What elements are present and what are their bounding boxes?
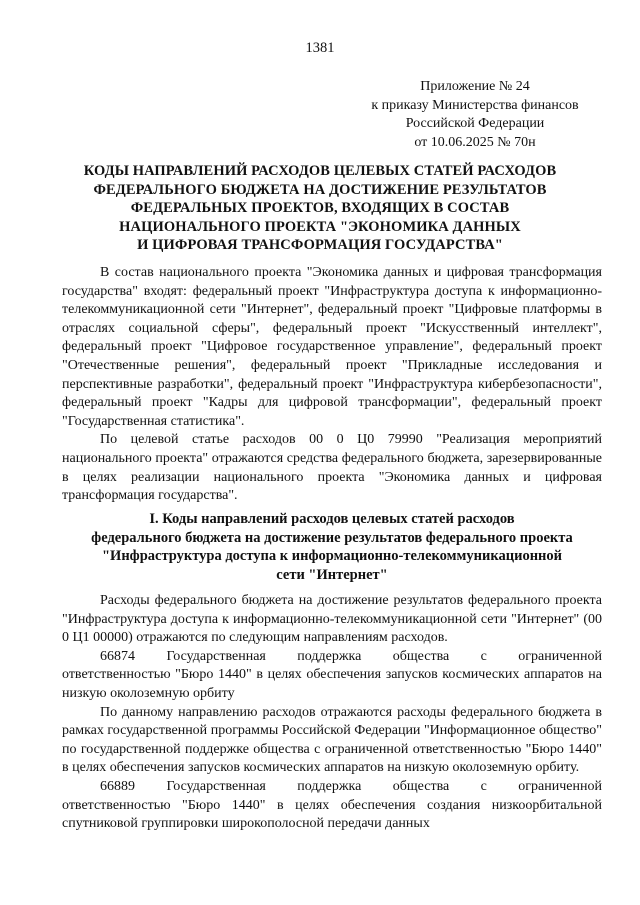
appendix-line-country: Российской Федерации <box>405 116 545 131</box>
section-title-line: "Инфраструктура доступа к информационно-телекоммуникационной <box>101 548 563 564</box>
expense-code: 66889 <box>100 778 135 794</box>
appendix-line-order: к приказу Министерства финансов <box>371 97 579 113</box>
expense-code-line: 66889 Государственная поддержка общества с ограниченной <box>62 778 602 797</box>
section-title <box>62 510 602 584</box>
intro-paragraph: По целевой статье расходов 00 0 Ц0 79990 "Реализация мероприятий национального проекта" отражаются средства федерального бюджета, зарезервированные в целях реализации национального проекта "Экономика данных и цифровая трансформация государства". <box>62 432 602 504</box>
section-title-line: федерального бюджета на достижение результатов федерального проекта <box>91 529 573 546</box>
expense-code-entry <box>62 648 602 704</box>
page-number: 1381 <box>305 40 335 56</box>
section-title-line: I. Коды направлений расходов целевых статей расходов <box>149 511 515 527</box>
appendix-line-number: Приложение № 24 <box>420 79 530 94</box>
title-line: ФЕДЕРАЛЬНОГО БЮДЖЕТА НА ДОСТИЖЕНИЕ РЕЗУЛЬТАТОВ <box>93 181 547 198</box>
expense-code-description: ответственностью "Бюро 1440" в целях обеспечения создания низкоорбитальной спутниковой группировки широкополосной передачи данных <box>62 797 602 832</box>
document-title <box>60 162 580 255</box>
expense-code-description: ответственностью "Бюро 1440" в целях обеспечения запусков космических аппаратов на низкую околоземную орбиту <box>62 667 602 701</box>
section-paragraph: Расходы федерального бюджета на достижение результатов федерального проекта "Инфраструктура доступа к информационно-телекоммуникационной сети "Интернет" (00 0 Ц1 00000) отражаются по следующим направлениям расходов. <box>62 593 602 646</box>
section-paragraph: По данному направлению расходов отражаются расходы федерального бюджета в рамках государственной программы Российской Федерации "Информационное общество" по государственной поддержке общества с ограниченной ответственностью "Бюро 1440" в целях обеспечения запусков космических аппаратов на низкую околоземную орбиту. <box>62 704 602 776</box>
title-line: НАЦИОНАЛЬНОГО ПРОЕКТА "ЭКОНОМИКА ДАННЫХ <box>119 218 521 235</box>
expense-code-line: 66874 Государственная поддержка общества с ограниченной <box>62 648 602 667</box>
title-line: ФЕДЕРАЛЬНЫХ ПРОЕКТОВ, ВХОДЯЩИХ В СОСТАВ <box>130 200 510 216</box>
title-line: КОДЫ НАПРАВЛЕНИЙ РАСХОДОВ ЦЕЛЕВЫХ СТАТЕЙ РАСХОДОВ <box>83 163 557 179</box>
title-line: И ЦИФРОВАЯ ТРАНСФОРМАЦИЯ ГОСУДАРСТВА" <box>137 237 503 253</box>
appendix-line-date: от 10.06.2025 № 70н <box>414 134 536 150</box>
expense-code-entry <box>62 778 602 834</box>
appendix-header <box>330 78 620 152</box>
section-body <box>62 592 602 834</box>
section-title-line: сети "Интернет" <box>276 566 388 583</box>
expense-code: 66874 <box>100 648 135 664</box>
intro-block <box>62 264 602 506</box>
intro-paragraph: В состав национального проекта "Экономика данных и цифровая трансформация государства" входят: федеральный проект "Инфраструктура доступа к информационно-телекоммуникационной сети "Интернет", федеральный проект "Цифровые платформы в отраслях социальной сферы", федеральный проект "Искусственный интеллект", федеральный проект "Цифровое государственное управление", федеральный проект "Отечественные решения", федеральный проект "Прикладные исследования и перспективные разработки", федеральный проект "Инфраструктура кибербезопасности", федеральный проект "Кадры для цифровой трансформации", федеральный проект "Государственная статистика". <box>62 265 602 429</box>
